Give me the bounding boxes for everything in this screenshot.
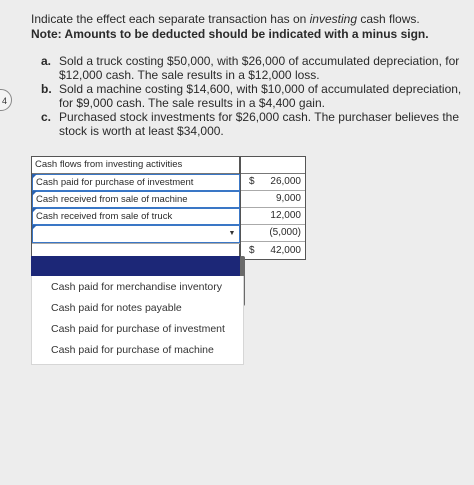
- instruction-note: Note: Amounts to be deducted should be indicated with a minus sign.: [31, 27, 429, 41]
- total-amount: 42,000: [270, 245, 301, 256]
- total-label-cell: [32, 243, 240, 256]
- transaction-text: Purchased stock investments for $26,000 cash. The purchaser believes the stock is worth at least $34,000.: [59, 110, 460, 138]
- row-label: Cash paid for purchase of investment: [36, 177, 194, 188]
- dollar-sign: $: [249, 176, 255, 187]
- instruction-post: cash flows.: [357, 12, 420, 26]
- instruction-pre: Indicate the effect each separate transaction has on: [31, 12, 310, 26]
- row-label-select[interactable]: [32, 225, 240, 243]
- transaction-marker: c.: [41, 110, 52, 124]
- amount-input[interactable]: (5,000): [241, 225, 305, 242]
- transaction-text: Sold a machine costing $14,600, with $10,000 of accumulated depreciation, for $9,000 cash. The sale results in a $4,400 gain.: [59, 82, 462, 110]
- row-label: Cash received from sale of machine: [36, 194, 188, 205]
- row-label: Cash received from sale of truck: [36, 211, 173, 222]
- dropdown-menu: [31, 276, 244, 365]
- cell-flag-icon: [32, 225, 37, 230]
- amount-input[interactable]: 9,000: [241, 191, 305, 208]
- row-label-select[interactable]: [32, 174, 240, 191]
- dropdown-option[interactable]: Cash paid for purchase of machine: [51, 344, 214, 356]
- transaction-item: [38, 82, 466, 110]
- amount-input[interactable]: 12,000: [241, 208, 305, 225]
- instruction-em: investing: [309, 12, 358, 26]
- dropdown-option[interactable]: Cash paid for merchandise inventory: [51, 281, 223, 293]
- instruction-text: [31, 12, 461, 27]
- table-header: Cash flows from investing activities: [32, 157, 239, 174]
- cell-flag-icon: [32, 208, 37, 213]
- amount-input[interactable]: 26,000: [241, 174, 305, 191]
- transaction-item: [38, 110, 466, 138]
- cell-flag-icon: [32, 191, 37, 196]
- transaction-marker: a.: [41, 54, 52, 68]
- transaction-marker: b.: [41, 82, 52, 96]
- dropdown-selected-blank-option[interactable]: [31, 256, 240, 276]
- dropdown-option[interactable]: Cash paid for purchase of investment: [51, 323, 225, 335]
- dropdown-option[interactable]: Cash paid for notes payable: [51, 302, 182, 314]
- question-nav-tab[interactable]: [0, 89, 12, 111]
- total-dollar-sign: $: [249, 245, 255, 256]
- question-nav-label: 4: [1, 96, 7, 106]
- transaction-list: [38, 54, 466, 138]
- instructions: [31, 12, 461, 42]
- cell-flag-icon: [32, 174, 37, 179]
- transaction-item: [38, 54, 466, 82]
- row-label-select[interactable]: [32, 208, 240, 225]
- chevron-down-icon[interactable]: ▼: [228, 230, 236, 237]
- row-label-select[interactable]: [32, 191, 240, 208]
- transaction-text: Sold a truck costing $50,000, with $26,000 of accumulated depreciation, for $12,000 cash. The sale results in a $12,000 loss.: [59, 54, 460, 82]
